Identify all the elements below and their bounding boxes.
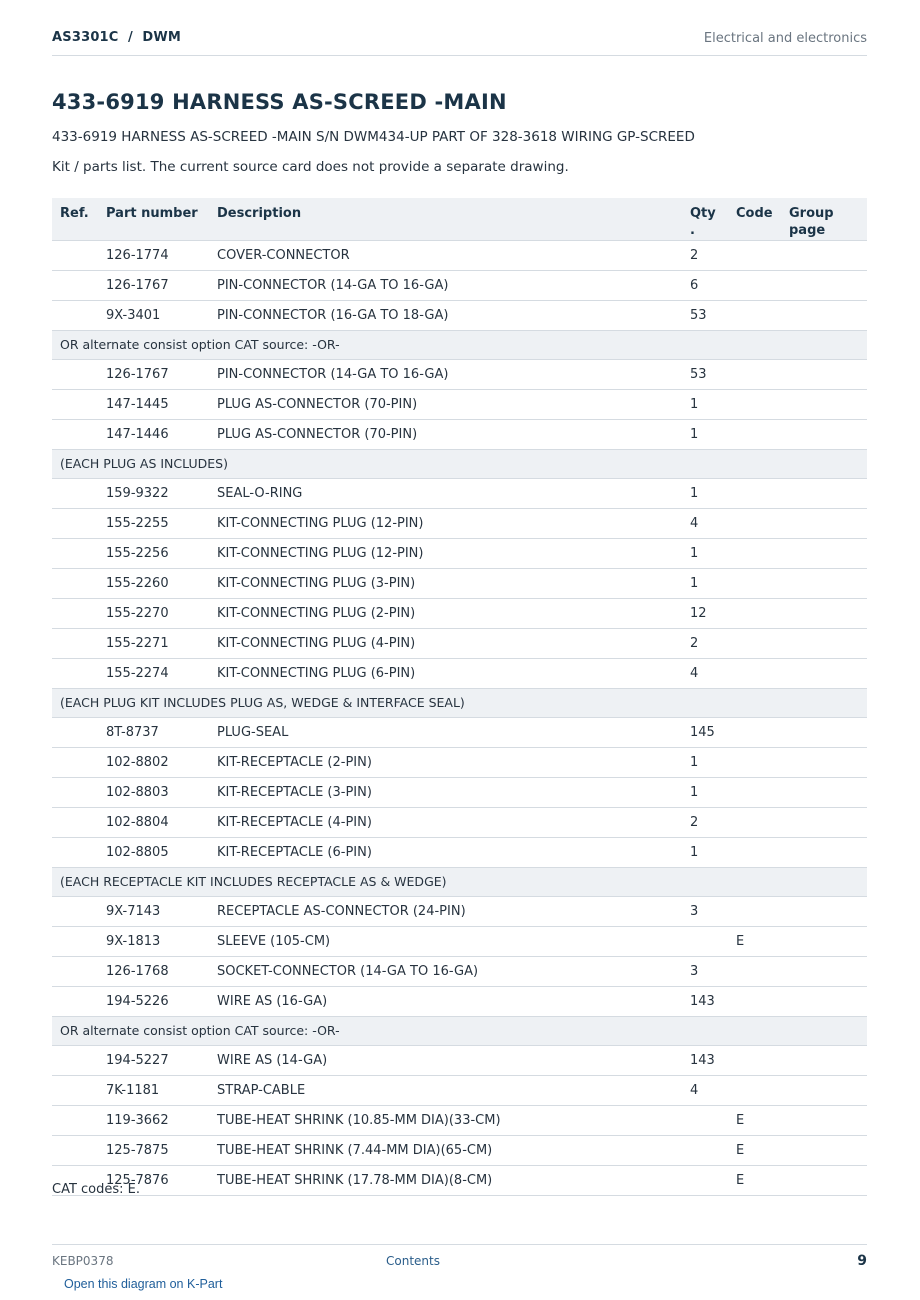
column-header-group-page: Group page	[781, 198, 867, 240]
cell-code	[728, 1075, 781, 1105]
cell-description: KIT-CONNECTING PLUG (3-PIN)	[209, 568, 682, 598]
cell-description: PIN-CONNECTOR (14-GA TO 16-GA)	[209, 270, 682, 300]
cell-ref	[52, 1105, 98, 1135]
cell-ref	[52, 807, 98, 837]
cell-qty: 4	[682, 658, 728, 688]
cell-group-page	[781, 508, 867, 538]
cell-group-page	[781, 538, 867, 568]
cell-code	[728, 359, 781, 389]
cell-qty: 143	[682, 1045, 728, 1075]
cell-group-page	[781, 568, 867, 598]
table-row	[52, 300, 867, 330]
cell-code	[728, 478, 781, 508]
cell-code	[728, 986, 781, 1016]
cell-ref	[52, 926, 98, 956]
cell-qty: 1	[682, 568, 728, 598]
cell-qty	[682, 1135, 728, 1165]
cell-group-page	[781, 1075, 867, 1105]
column-header-ref: Ref.	[52, 198, 98, 240]
cell-ref	[52, 270, 98, 300]
table-row	[52, 717, 867, 747]
column-header-qty: Qty .	[682, 198, 728, 240]
table-note-text: OR alternate consist option CAT source: -OR-	[52, 330, 867, 359]
cell-qty: 53	[682, 359, 728, 389]
table-row	[52, 628, 867, 658]
cell-part-number: 8T-8737	[98, 717, 209, 747]
cell-ref	[52, 240, 98, 270]
cell-group-page	[781, 837, 867, 867]
table-note-row	[52, 867, 867, 896]
cell-description: KIT-RECEPTACLE (2-PIN)	[209, 747, 682, 777]
cell-ref	[52, 419, 98, 449]
cell-description: PIN-CONNECTOR (14-GA TO 16-GA)	[209, 359, 682, 389]
cell-group-page	[781, 240, 867, 270]
cell-qty: 4	[682, 508, 728, 538]
cell-code	[728, 777, 781, 807]
column-header-description: Description	[209, 198, 682, 240]
cell-description: SEAL-O-RING	[209, 478, 682, 508]
category-label: Electrical and electronics	[703, 31, 867, 46]
cell-description: COVER-CONNECTOR	[209, 240, 682, 270]
table-row	[52, 359, 867, 389]
cell-qty: 1	[682, 478, 728, 508]
table-note-row	[52, 330, 867, 359]
table-note-text: OR alternate consist option CAT source: -OR-	[52, 1016, 867, 1045]
table-row	[52, 568, 867, 598]
table-row	[52, 478, 867, 508]
cell-group-page	[781, 389, 867, 419]
cell-description: KIT-RECEPTACLE (3-PIN)	[209, 777, 682, 807]
cell-description: KIT-RECEPTACLE (4-PIN)	[209, 807, 682, 837]
column-header-part-number: Part number	[98, 198, 209, 240]
cell-group-page	[781, 628, 867, 658]
cell-part-number: 102-8804	[98, 807, 209, 837]
cell-group-page	[781, 896, 867, 926]
cell-qty	[682, 926, 728, 956]
table-row	[52, 1165, 867, 1195]
cell-code	[728, 837, 781, 867]
cell-ref	[52, 1075, 98, 1105]
table-row	[52, 1045, 867, 1075]
cell-qty: 3	[682, 956, 728, 986]
table-row	[52, 956, 867, 986]
cell-group-page	[781, 300, 867, 330]
cell-group-page	[781, 717, 867, 747]
cell-group-page	[781, 956, 867, 986]
table-row	[52, 419, 867, 449]
cell-group-page	[781, 1165, 867, 1195]
cell-code	[728, 508, 781, 538]
page-title: 433-6919 HARNESS AS-SCREED -MAIN	[52, 90, 507, 114]
table-row	[52, 807, 867, 837]
cell-ref	[52, 777, 98, 807]
table-note-row	[52, 688, 867, 717]
cell-ref	[52, 717, 98, 747]
cell-qty: 2	[682, 807, 728, 837]
table-row	[52, 1135, 867, 1165]
table-row	[52, 389, 867, 419]
cell-description: KIT-CONNECTING PLUG (12-PIN)	[209, 508, 682, 538]
document-id: AS3301C / DWM	[52, 30, 182, 45]
cell-description: PLUG-SEAL	[209, 717, 682, 747]
cell-description: WIRE AS (14-GA)	[209, 1045, 682, 1075]
cell-description: PLUG AS-CONNECTOR (70-PIN)	[209, 419, 682, 449]
cell-description: TUBE-HEAT SHRINK (10.85-MM DIA)(33-CM)	[209, 1105, 682, 1135]
cell-ref	[52, 389, 98, 419]
cell-qty: 1	[682, 837, 728, 867]
cell-description: TUBE-HEAT SHRINK (17.78-MM DIA)(8-CM)	[209, 1165, 682, 1195]
cell-qty: 12	[682, 598, 728, 628]
page-note: Kit / parts list. The current source card does not provide a separate drawing.	[52, 159, 569, 175]
cell-ref	[52, 896, 98, 926]
cell-group-page	[781, 478, 867, 508]
cell-description: PIN-CONNECTOR (16-GA TO 18-GA)	[209, 300, 682, 330]
cell-part-number: 194-5226	[98, 986, 209, 1016]
cell-part-number: 9X-3401	[98, 300, 209, 330]
cell-group-page	[781, 807, 867, 837]
cell-code: E	[728, 1105, 781, 1135]
cell-qty: 6	[682, 270, 728, 300]
cell-group-page	[781, 747, 867, 777]
cell-qty: 143	[682, 986, 728, 1016]
cell-code	[728, 807, 781, 837]
cell-code	[728, 598, 781, 628]
cell-code	[728, 1045, 781, 1075]
table-row	[52, 1105, 867, 1135]
cell-part-number: 126-1774	[98, 240, 209, 270]
cell-group-page	[781, 777, 867, 807]
cell-group-page	[781, 359, 867, 389]
cell-group-page	[781, 1045, 867, 1075]
cell-ref	[52, 478, 98, 508]
table-row	[52, 1075, 867, 1105]
cell-code: E	[728, 1135, 781, 1165]
cell-part-number: 102-8805	[98, 837, 209, 867]
cell-qty	[682, 1165, 728, 1195]
cell-group-page	[781, 1135, 867, 1165]
cell-ref	[52, 538, 98, 568]
table-row	[52, 240, 867, 270]
cell-part-number: 102-8803	[98, 777, 209, 807]
cell-part-number: 125-7875	[98, 1135, 209, 1165]
cell-part-number: 9X-1813	[98, 926, 209, 956]
cell-part-number: 155-2270	[98, 598, 209, 628]
cell-part-number: 155-2271	[98, 628, 209, 658]
cell-description: SOCKET-CONNECTOR (14-GA TO 16-GA)	[209, 956, 682, 986]
parts-table	[52, 198, 867, 1196]
cell-group-page	[781, 270, 867, 300]
cell-part-number: 147-1445	[98, 389, 209, 419]
page-number: 9	[857, 1253, 867, 1269]
page-footer	[52, 1244, 867, 1275]
cell-qty: 2	[682, 628, 728, 658]
cell-part-number: 126-1767	[98, 359, 209, 389]
cell-part-number: 125-7876	[98, 1165, 209, 1195]
cell-code	[728, 717, 781, 747]
cell-description: RECEPTACLE AS-CONNECTOR (24-PIN)	[209, 896, 682, 926]
cell-code	[728, 300, 781, 330]
cell-description: KIT-CONNECTING PLUG (4-PIN)	[209, 628, 682, 658]
footer-document-code: KEBP0378	[52, 1254, 114, 1268]
table-row	[52, 837, 867, 867]
cat-codes-note: CAT codes: E.	[52, 1182, 141, 1197]
table-row	[52, 986, 867, 1016]
open-diagram-link[interactable]: Open this diagram on K-Part	[64, 1277, 223, 1291]
cell-part-number: 155-2260	[98, 568, 209, 598]
cell-group-page	[781, 986, 867, 1016]
cell-part-number: 155-2274	[98, 658, 209, 688]
cell-ref	[52, 956, 98, 986]
cell-ref	[52, 568, 98, 598]
cell-code: E	[728, 1165, 781, 1195]
cell-part-number: 126-1768	[98, 956, 209, 986]
cell-code	[728, 419, 781, 449]
table-row	[52, 270, 867, 300]
parts-table-body	[52, 240, 867, 1195]
page-subtitle: 433-6919 HARNESS AS-SCREED -MAIN S/N DWM434-UP PART OF 328-3618 WIRING GP-SCREED	[52, 129, 695, 145]
cell-qty: 1	[682, 747, 728, 777]
cell-part-number: 119-3662	[98, 1105, 209, 1135]
table-note-text: (EACH PLUG KIT INCLUDES PLUG AS, WEDGE & INTERFACE SEAL)	[52, 688, 867, 717]
cell-code	[728, 389, 781, 419]
cell-code	[728, 270, 781, 300]
cell-group-page	[781, 598, 867, 628]
page-header	[52, 28, 867, 56]
cell-ref	[52, 300, 98, 330]
cell-description: PLUG AS-CONNECTOR (70-PIN)	[209, 389, 682, 419]
cell-description: WIRE AS (16-GA)	[209, 986, 682, 1016]
cell-part-number: 147-1446	[98, 419, 209, 449]
cell-ref	[52, 508, 98, 538]
cell-qty: 1	[682, 777, 728, 807]
cell-code	[728, 747, 781, 777]
cell-code	[728, 896, 781, 926]
cell-description: KIT-CONNECTING PLUG (6-PIN)	[209, 658, 682, 688]
cell-description: STRAP-CABLE	[209, 1075, 682, 1105]
table-row	[52, 926, 867, 956]
cell-code	[728, 658, 781, 688]
table-header-row	[52, 198, 867, 240]
cell-ref	[52, 1135, 98, 1165]
cell-qty: 4	[682, 1075, 728, 1105]
cell-code	[728, 956, 781, 986]
cell-part-number: 155-2255	[98, 508, 209, 538]
cell-qty: 3	[682, 896, 728, 926]
cell-part-number: 7K-1181	[98, 1075, 209, 1105]
table-row	[52, 508, 867, 538]
table-note-text: (EACH RECEPTACLE KIT INCLUDES RECEPTACLE AS & WEDGE)	[52, 867, 867, 896]
cell-qty: 1	[682, 419, 728, 449]
cell-description: SLEEVE (105-CM)	[209, 926, 682, 956]
cell-code	[728, 240, 781, 270]
cell-qty: 1	[682, 389, 728, 419]
cell-qty	[682, 1105, 728, 1135]
table-note-row	[52, 1016, 867, 1045]
cell-qty: 1	[682, 538, 728, 568]
table-row	[52, 896, 867, 926]
cell-group-page	[781, 419, 867, 449]
cell-group-page	[781, 926, 867, 956]
cell-ref	[52, 986, 98, 1016]
cell-part-number: 126-1767	[98, 270, 209, 300]
cell-ref	[52, 598, 98, 628]
cell-code	[728, 538, 781, 568]
cell-group-page	[781, 658, 867, 688]
cell-ref	[52, 628, 98, 658]
column-header-code: Code	[728, 198, 781, 240]
cell-ref	[52, 658, 98, 688]
cell-ref	[52, 747, 98, 777]
cell-group-page	[781, 1105, 867, 1135]
cell-qty: 53	[682, 300, 728, 330]
table-row	[52, 777, 867, 807]
cell-part-number: 9X-7143	[98, 896, 209, 926]
cell-part-number: 102-8802	[98, 747, 209, 777]
table-row	[52, 598, 867, 628]
table-note-row	[52, 449, 867, 478]
cell-description: KIT-CONNECTING PLUG (12-PIN)	[209, 538, 682, 568]
table-row	[52, 538, 867, 568]
cell-part-number: 159-9322	[98, 478, 209, 508]
cell-description: TUBE-HEAT SHRINK (7.44-MM DIA)(65-CM)	[209, 1135, 682, 1165]
cell-ref	[52, 359, 98, 389]
cell-code	[728, 568, 781, 598]
cell-part-number: 194-5227	[98, 1045, 209, 1075]
cell-qty: 2	[682, 240, 728, 270]
cell-code: E	[728, 926, 781, 956]
cell-ref	[52, 1045, 98, 1075]
cell-description: KIT-RECEPTACLE (6-PIN)	[209, 837, 682, 867]
contents-link[interactable]: Contents	[386, 1254, 440, 1268]
cell-code	[728, 628, 781, 658]
table-note-text: (EACH PLUG AS INCLUDES)	[52, 449, 867, 478]
cell-ref	[52, 837, 98, 867]
table-row	[52, 747, 867, 777]
cell-qty: 145	[682, 717, 728, 747]
cell-part-number: 155-2256	[98, 538, 209, 568]
cell-description: KIT-CONNECTING PLUG (2-PIN)	[209, 598, 682, 628]
table-row	[52, 658, 867, 688]
